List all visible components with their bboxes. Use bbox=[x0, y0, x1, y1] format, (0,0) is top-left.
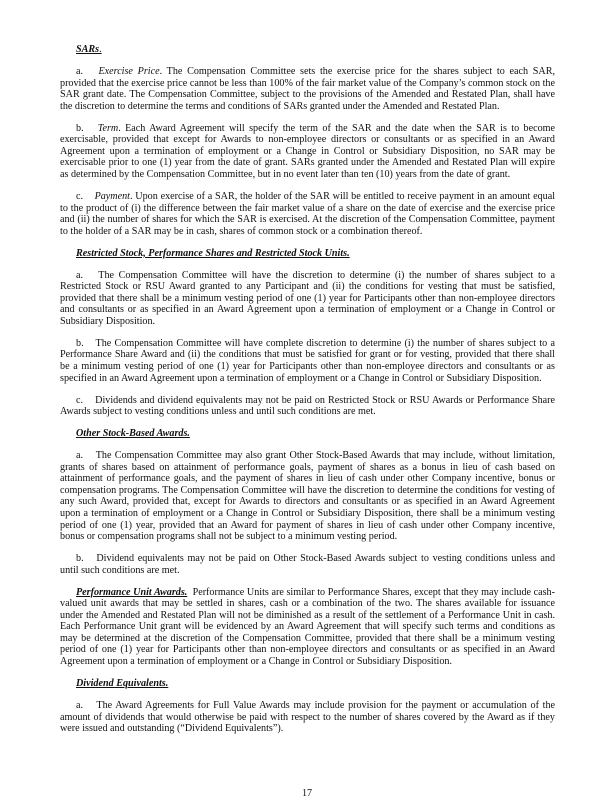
heading-sars: SARs. bbox=[76, 44, 102, 55]
paragraph-sars-a: a. Exercise Price. The Compensation Committee sets the exercise price for the shares subject to each SAR, provided that the exercise price cannot be less than 100% of the fair market value of the Company’s common stock on the SAR grant date. The Compensation Committee, subject to the provisions of the Amended and Restated Plan, shall have the discretion to determine the terms and conditions of SARs granted under the Amended and Restated Plan. bbox=[60, 66, 556, 112]
paragraph-dividend-a: a. The Award Agreements for Full Value Awards may include provision for the payment or accumulation of the amount of dividends that would otherwise be paid with respect to the number of shares covered by the Award as if they were issued and outstanding (“Dividend Equivalents”). bbox=[60, 700, 556, 735]
paragraph-performance-unit: Performance Unit Awards. Performance Units are similar to Performance Shares, except that they may include cash-valued unit awards that may be settled in shares, cash or a combination of the two. The shares available for issuance under the Amended and Restated Plan will not be diminished as a result of the settlement of a Performance Unit in cash. Each Performance Unit grant will be evidenced by an Award Agreement that will specify such terms and conditions as may be determined at the discretion of the Compensation Committee, provided that there shall be a minimum vesting period of one (1) year for Participants other than non-employee directors and consultants or as specified in an Award Agreement upon a termination of employment or a Change in Control or Subsidiary Disposition. bbox=[60, 586, 555, 668]
page-number: 17 bbox=[301, 788, 313, 799]
paragraph-sars-b: b. Term. Each Award Agreement will specify the term of the SAR and the date when the SAR is to become exercisable, provided that except for Awards to non-employee directors or consultants or as specified in an Award Agreement upon a termination of employment or a Change in Control or Subsidiary Disposition, no SAR may be exercisable prior to one (1) year from the date of grant. SARs granted under the Amended and Restated Plan will expire as determined by the Compensation Committee, but in no event later than ten (10) years from the date of grant. bbox=[60, 122, 556, 180]
paragraph-restricted-b: b. The Compensation Committee will have complete discretion to determine (i) the number of shares subject to a Performance Share Award and (ii) the conditions that must be satisfied for grant or for vesting, provided that there shall be a minimum vesting period of one (1) year for Participants other than non-employee directors and consultants or as specified in an Award Agreement upon a termination of employment or a Change in Control or Subsidiary Disposition. bbox=[60, 337, 555, 384]
paragraph-sars-c: c. Payment. Upon exercise of a SAR, the holder of the SAR will be entitled to receive payment in an amount equal to the product of (i) the difference between the fair market value of a share on the date of exercise and the exercise price and (ii) the number of shares for which the SAR is exercised. At the discretion of the Compensation Committee, payment to the holder of a SAR may be in cash, shares of common stock or a combination thereof. bbox=[60, 190, 556, 237]
paragraph-restricted-a: a. The Compensation Committee will have the discretion to determine (i) the number of shares subject to a Restricted Stock or RSU Award granted to any Participant and (ii) the conditions for vesting that must be satisfied, provided that there shall be a minimum vesting period of one (1) year for Participants other than non-employee directors and consultants or as specified in an Award Agreement upon a termination of employment or a Change in Control or Subsidiary Disposition. bbox=[60, 269, 556, 327]
document-page bbox=[60, 44, 555, 745]
paragraph-other-b: b. Dividend equivalents may not be paid on Other Stock-Based Awards subject to vesting conditions unless and until such conditions are met. bbox=[60, 553, 556, 576]
heading-other-stock-based: Other Stock-Based Awards. bbox=[76, 428, 190, 440]
heading-performance-unit: Performance Unit Awards. bbox=[76, 586, 188, 598]
heading-dividend-equivalents: Dividend Equivalents. bbox=[76, 678, 169, 690]
paragraph-other-a: a. The Compensation Committee may also grant Other Stock-Based Awards that may include, without limitation, grants of shares based on attainment of performance goals, payment of shares as a bonus in lieu of cash based on attainment of performance goals, and the payment of shares in lieu of cash under other Company incentive, bonus or compensation programs. The Compensation Committee will have the discretion to determine the conditions for vesting of any such Award, provided that, except for Awards to directors and consultants or as specified in an Award Agreement upon a termination of employment or a Change in Control or Subsidiary Disposition, there shall be a minimum vesting period of one (1) year, provided that an Award for payment of shares in lieu of cash under other Company incentive, bonus or compensation programs shall not be subject to a minimum vesting period. bbox=[60, 450, 555, 543]
paragraph-restricted-c: c. Dividends and dividend equivalents may not be paid on Restricted Stock or RSU Awards or Performance Share Awards subject to vesting conditions unless and until such conditions are met. bbox=[60, 394, 555, 418]
heading-restricted-stock: Restricted Stock, Performance Shares and Restricted Stock Units. bbox=[76, 247, 350, 259]
